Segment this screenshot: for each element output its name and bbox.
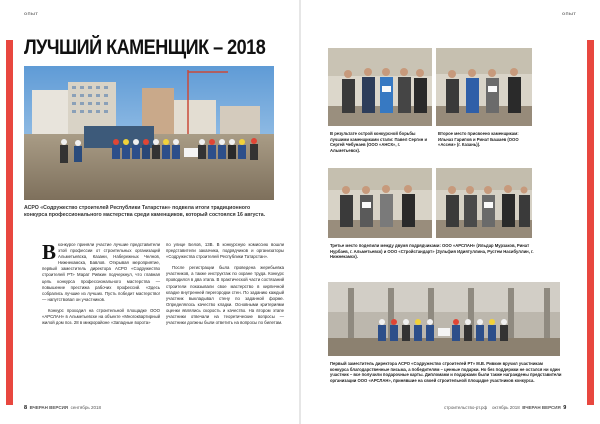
article-paragraph-1: конкурсе приняли участие лучшие представители этой профессии от строительных организаций Альметьевска, Казани, Набережных Челнов, Нижнекамска, Бавлов. Открывая мероприятие, первый заместитель директора АСРО «Содружество строителей РТ» Марат Ривкин подчеркнул, что главная цель конкурса профессионального мастерства — повышение престижа рабочих профессий. «Здесь собрались лучшие из лучших. Пусть победит мастерство! — напутствовал он участников. [42,242,160,302]
caption-third-place: Третье место поделили между двумя подрядчиками: ООО «АРСЛАН» (Ильдар Мурзаков, Ринат Нурбаев, г. Альметьевск) и ООО «Стройстандарт» (Зульфия Идиятуллина, Рустем Насибуллин, г. Нижнекамск). [330,243,534,260]
caption-second-place: Второе место присвоено каменщикам: Ильназ Гарипов и Ринат Башаев (ООО «Ассем» (г. Казань)). [438,131,519,148]
accent-bar-right [587,40,594,405]
headline: ЛУЧШИЙ КАМЕНЩИК – 2018 [24,36,266,59]
caption-first-place: В результате острой конкурсной борьбы лучшими каменщиками стали: Павел Сергин и Сергей Чебунаев (ООО «АНСК», г. Альметьевск). [330,131,428,153]
article-column-2 [166,242,284,326]
section-tag-right: ОПЫТ [562,11,577,16]
footer-site: строительство-рт.рф [444,405,488,410]
article-paragraph-4: После регистрации была проведена жеребьевка участников, а также инструктаж по охране труда. Конкурс проводился в два этапа. В практической части состязаний строители показывали свое мастерство в кирпичной кладке внутренней перегородки стен. По заданию каждый участник выкладывал стену по заданной форме. Определялось качество кладки. Основными критериями оценки являлись скорость и качество. На втором этапе участники отвечали на теоретические вопросы — участники должны были ответить на вопросы по билетам. [166,265,284,326]
accent-bar-left [6,40,13,405]
award-ceremony-photo [328,282,560,356]
winners-photo-third-b [436,168,532,238]
page-number-right: 9 [563,405,567,411]
article-paragraph-3: по улице Белов, 13В. В конкурсную комиссию вошли представители заказчика, подрядчиков и организаторы «Содружества строителей Республики Татарстан». [166,242,284,260]
main-photo-caption: АСРО «Содружество строителей Республики Татарстан» подвела итоги традиционного конкурса профессионального мастерства среди каменщиков, который состоялся 16 августа. [24,205,266,218]
article-paragraph-2: Конкурс проходил на строительной площадке ООО «АРСЛАН» в Альметьевске на объекте «Многоквартирный жилой дом поз. 28 в микрорайоне «Западные ворота» [42,307,160,326]
footer-right [492,405,566,411]
drop-cap: В [42,240,57,264]
footer-center-right [444,405,487,410]
caption-award-ceremony: Первый заместитель директора АСРО «Содружество строителей РТ» М.В. Ривкин вручил участникам конкурса благодарственные письма, а победителям – ценные подарки. Но без поддержки не остался ни один участник – все получили подарочные карты. Дипломами и подарками были также награждены представители организации ООО «АРСЛАН», принявшие на своей строительной площадке участников конкурса. [330,361,562,383]
winners-photo-first [328,48,432,126]
footer-left [24,405,101,411]
article-column-1 [42,242,160,326]
footer-brand-left: ВЧЕРАН ВЕРСИЯ [29,405,69,410]
winners-photo-second [436,48,532,126]
footer-date-right: октябрь 2018 [492,405,520,410]
page-gutter [299,0,301,424]
section-tag-left: ОПЫТ [24,11,39,16]
footer-date-left: сентябрь 2018 [70,405,101,410]
main-group-photo [24,66,274,200]
page-number-left: 8 [24,405,28,411]
footer-brand-right: ВЧЕРАН ВЕРСИЯ [522,405,561,410]
winners-photo-third-a [328,168,432,238]
